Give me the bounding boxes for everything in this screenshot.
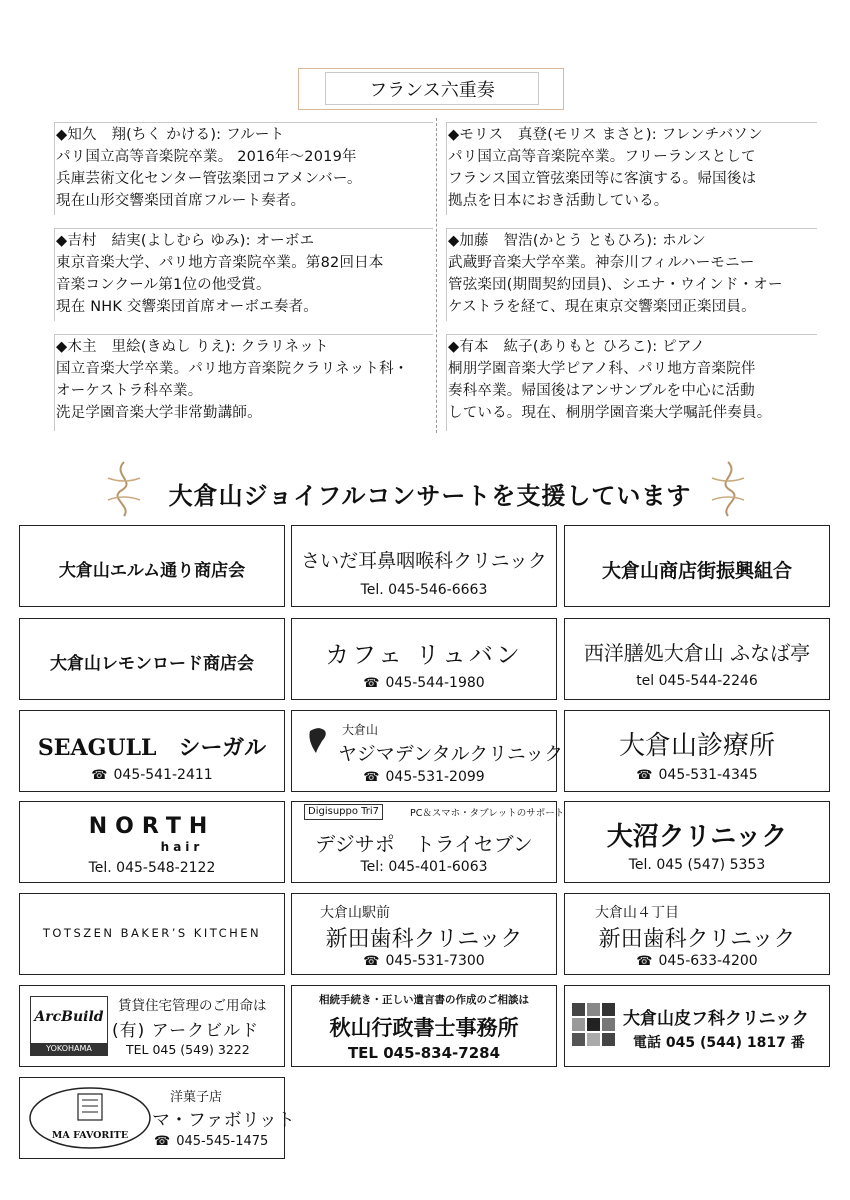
sponsor-name: 新田歯科クリニック xyxy=(325,927,523,952)
member-heading: ◆有本 紘子(ありもと ひろこ): ピアノ xyxy=(448,339,706,355)
member-text: フランス国立管弦楽団等に客演する。帰国後は xyxy=(448,171,757,187)
sponsor-sub: 大倉山４丁目 xyxy=(595,905,679,921)
sponsor-card-shinryojo xyxy=(564,710,830,792)
sponsor-name: SEAGULL シーガル xyxy=(37,735,267,761)
sponsor-tel: tel 045-544-2246 xyxy=(636,673,758,689)
member-text: 武蔵野音楽大学卒業。神奈川フィルハーモニー xyxy=(448,255,755,271)
sponsor-tel: 045-531-2099 xyxy=(385,769,485,785)
sponsor-tel: 045-545-1475 xyxy=(176,1134,269,1149)
sponsor-card-akiyama xyxy=(291,985,557,1067)
page-title: フランス六重奏 xyxy=(325,72,539,105)
sponsor-name: ヤジマデンタルクリニック xyxy=(338,743,564,765)
sponsor-name: 大沼クリニック xyxy=(606,822,788,852)
phone-icon: ☎ xyxy=(636,768,653,783)
member-block xyxy=(56,336,409,424)
sponsor-name: 大倉山エルム通り商店会 xyxy=(58,561,246,581)
sponsor-name: 大倉山診療所 xyxy=(618,731,775,761)
member-heading: ◆吉村 結実(よしむら ゆみ): オーボエ xyxy=(56,233,315,249)
sponsor-card-arcbuild xyxy=(19,985,285,1067)
sponsor-name: 西洋膳処大倉山 ふなば亭 xyxy=(583,641,811,665)
sponsor-tel: 045-633-4200 xyxy=(658,953,758,969)
member-text: ケストラを経て、現在東京交響楽団正楽団員。 xyxy=(448,299,756,315)
member-text: 国立音楽大学卒業。パリ地方音楽院クラリネット科・ xyxy=(56,361,409,377)
sponsor-card-shotengai xyxy=(564,525,830,607)
member-text: 奏科卒業。帰国後はアンサンブルを中心に活動 xyxy=(448,383,755,399)
sponsor-line: 賃貸住宅管理のご用命は xyxy=(118,998,267,1014)
member-text: 現在 NHK 交響楽団首席オーボエ奏者。 xyxy=(56,299,318,315)
member-text: 桐朋学園音楽大学ピアノ科、パリ地方音楽院伴 xyxy=(448,361,756,377)
sponsor-sub: 大倉山駅前 xyxy=(320,905,390,921)
sponsor-name: 大倉山レモンロード商店会 xyxy=(50,654,254,674)
member-text: オーケストラ科卒業。 xyxy=(56,383,203,399)
sponsor-sub: hair xyxy=(160,840,204,854)
flourish-ornament-icon xyxy=(706,460,750,518)
member-text: 東京音楽大学、パリ地方音楽院卒業。第82回日本 xyxy=(56,255,384,271)
sponsor-card-totszen xyxy=(19,893,285,975)
column-divider xyxy=(436,118,437,433)
member-heading: ◆木主 里絵(きぬし りえ): クラリネット xyxy=(56,339,329,355)
sponsor-card-digisapo xyxy=(291,801,565,883)
sponsor-sub: 大倉山 xyxy=(342,723,379,737)
sponsor-tel: Tel. 045-548-2122 xyxy=(88,860,216,876)
sponsor-name: 大倉山皮フ科クリニック xyxy=(623,1009,809,1029)
sponsor-tel: Tel. 045-546-6663 xyxy=(360,582,488,598)
sponsor-tel: Tel: 045-401-6063 xyxy=(360,859,488,875)
sponsor-name: 新田歯科クリニック xyxy=(598,927,796,952)
member-text: 兵庫芸術文化センター管弦楽団コアメンバー。 xyxy=(56,171,362,187)
sponsor-card-cafe xyxy=(291,618,557,700)
sponsor-card-nitta-ekimae xyxy=(291,893,557,975)
sponsor-card-funaba xyxy=(564,618,830,700)
support-heading: 大倉山ジョイフルコンサートを支援しています xyxy=(168,482,692,510)
sponsor-card-onuma xyxy=(564,801,830,883)
sponsor-tag: Digisuppo Tri7 xyxy=(304,804,383,820)
phone-icon: ☎ xyxy=(363,770,380,785)
sponsor-card-hifuka xyxy=(564,985,830,1067)
sponsor-name: 秋山行政書士事務所 xyxy=(329,1015,519,1040)
sponsor-card-favorite xyxy=(19,1077,295,1159)
member-block xyxy=(56,124,362,212)
member-heading: ◆加藤 智浩(かとう ともひろ): ホルン xyxy=(448,233,706,249)
member-block xyxy=(448,124,763,212)
sponsor-name: マ・ファボリット xyxy=(152,1110,295,1131)
member-text: 拠点を日本におき活動している。 xyxy=(448,193,669,209)
phone-icon: ☎ xyxy=(363,676,380,691)
member-text: 洗足学園音楽大学非常勤講師。 xyxy=(56,405,262,421)
phone-icon: ☎ xyxy=(154,1134,171,1149)
member-block xyxy=(448,336,771,424)
arcbuild-logo xyxy=(30,996,108,1056)
logo-text: ArcBuild xyxy=(34,1009,104,1025)
member-text: パリ国立高等音楽院卒業。 2016年〜2019年 xyxy=(56,149,357,165)
sponsor-tel: 045-531-4345 xyxy=(658,767,758,783)
sponsor-tel: 045-531-7300 xyxy=(385,953,485,969)
phone-icon: ☎ xyxy=(636,954,653,969)
sponsor-name: (有) アークビルド xyxy=(112,1021,260,1041)
sponsor-line: 相続手続き・正しい遺言書の作成のご相談は xyxy=(319,994,529,1006)
logo-sub: YOKOHAMA xyxy=(31,1043,107,1055)
sponsor-tel: Tel. 045 (547) 5353 xyxy=(628,857,766,873)
phone-icon: ☎ xyxy=(91,768,108,783)
sponsor-card-nitta-4chome xyxy=(564,893,830,975)
sponsor-card-seagull xyxy=(19,710,285,792)
sponsor-card-yajima xyxy=(291,710,564,792)
mosaic-logo-icon xyxy=(572,1003,616,1047)
flourish-ornament-icon xyxy=(102,460,146,518)
sponsor-name: デジサポ トライセブン xyxy=(315,832,533,856)
sponsor-name: 大倉山商店街振興組合 xyxy=(601,560,792,582)
sponsor-tel: TEL 045-834-7284 xyxy=(347,1044,501,1062)
sponsor-tel: 電話 045 (544) 1817 番 xyxy=(633,1035,805,1051)
sponsor-line: 洋菓子店 xyxy=(170,1090,223,1105)
sponsor-name: NORTH xyxy=(88,814,216,839)
member-text: 音楽コンクール第1位の他受賞。 xyxy=(56,277,271,293)
sponsor-name: カフェ リュバン xyxy=(325,641,523,669)
member-text: 管弦楽団(期間契約団員)、シエナ・ウインド・オー xyxy=(448,277,783,293)
sponsor-card-lemon xyxy=(19,618,285,700)
tooth-logo-icon xyxy=(306,725,330,755)
sponsor-card-north xyxy=(19,801,285,883)
logo-text: MA FAVORITE xyxy=(51,1130,129,1141)
member-text: 現在山形交響楽団首席フルート奏者。 xyxy=(56,193,306,209)
member-text: している。現在、桐朋学園音楽大学嘱託伴奏員。 xyxy=(448,405,772,421)
sponsor-tagline: PC＆スマホ・タブレットのサポート xyxy=(410,808,565,819)
member-heading: ◆モリス 真登(モリス まさと): フレンチバソン xyxy=(448,127,763,143)
sponsor-tel: TEL 045 (549) 3222 xyxy=(126,1042,250,1057)
member-heading: ◆知久 翔(ちく かける): フルート xyxy=(56,127,285,143)
sponsor-tel: 045-541-2411 xyxy=(113,767,213,783)
sponsor-card-elm xyxy=(19,525,285,607)
sponsor-name: TOTSZEN BAKER’S KITCHEN xyxy=(42,926,262,940)
sponsor-name: さいだ耳鼻咽喉科クリニック xyxy=(301,550,547,572)
sponsor-card-saida xyxy=(291,525,557,607)
phone-icon: ☎ xyxy=(363,954,380,969)
member-block xyxy=(56,230,384,318)
member-block xyxy=(448,230,783,318)
sponsor-tel: 045-544-1980 xyxy=(385,675,485,691)
member-text: パリ国立高等音楽院卒業。フリーランスとして xyxy=(448,149,756,165)
